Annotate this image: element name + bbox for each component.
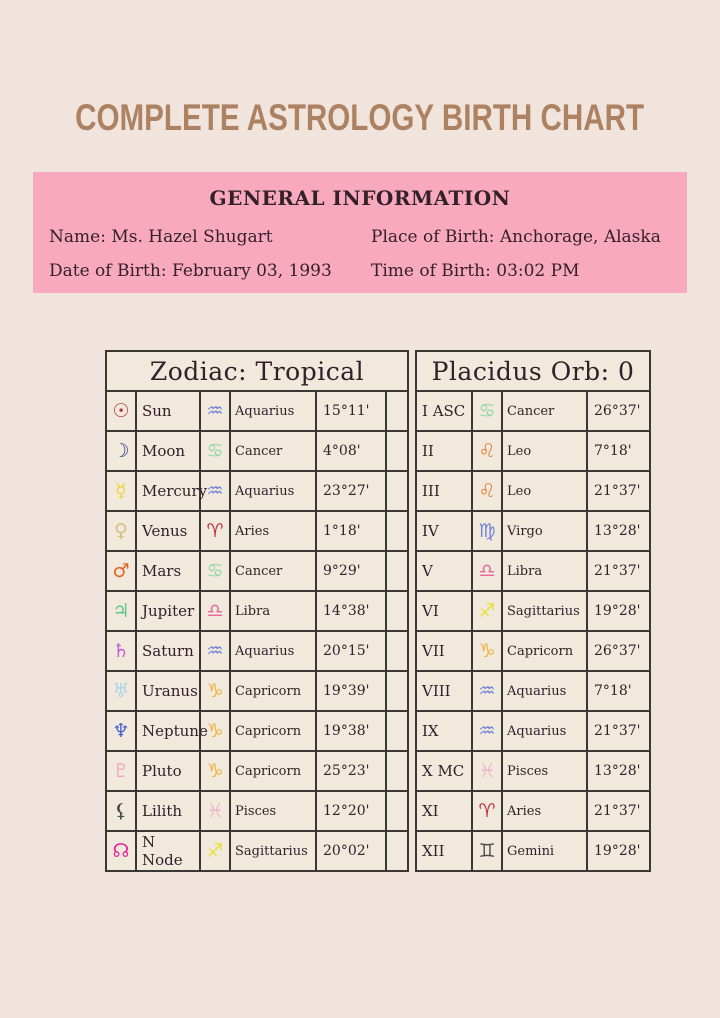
uranus-icon: ♅ bbox=[112, 679, 130, 702]
degrees-value: 15°11' bbox=[316, 391, 386, 431]
zodiac-table-row bbox=[106, 631, 408, 671]
house-label: X MC bbox=[416, 751, 472, 791]
planet-icon-cell bbox=[106, 591, 136, 631]
page-title: COMPLETE ASTROLOGY BIRTH CHART bbox=[75, 97, 645, 138]
spacer-cell bbox=[386, 831, 408, 871]
degrees-value: 21°37' bbox=[587, 471, 650, 511]
spacer-cell bbox=[386, 551, 408, 591]
houses-table-row bbox=[416, 831, 650, 871]
pluto-icon: ♇ bbox=[112, 759, 130, 782]
sign-name: Aries bbox=[230, 511, 316, 551]
virgo-icon: ♍ bbox=[478, 519, 496, 542]
planet-name: Neptune bbox=[136, 711, 200, 751]
sign-name: Aquarius bbox=[502, 671, 587, 711]
aquarius-icon: ♒ bbox=[206, 479, 224, 502]
houses-table-row bbox=[416, 791, 650, 831]
sign-icon-cell bbox=[200, 551, 230, 591]
spacer-cell bbox=[386, 631, 408, 671]
date-of-birth-field: Date of Birth: February 03, 1993 bbox=[49, 261, 332, 281]
planet-icon-cell bbox=[106, 551, 136, 591]
sign-name: Pisces bbox=[502, 751, 587, 791]
sign-name: Gemini bbox=[502, 831, 587, 871]
sign-icon-cell bbox=[472, 431, 502, 471]
sign-name: Capricorn bbox=[502, 631, 587, 671]
leo-icon: ♌ bbox=[478, 439, 496, 462]
planet-name: Mars bbox=[136, 551, 200, 591]
planet-icon-cell bbox=[106, 431, 136, 471]
mercury-icon: ☿ bbox=[115, 479, 127, 502]
aries-icon: ♈ bbox=[478, 799, 496, 822]
cancer-icon: ♋ bbox=[206, 439, 224, 462]
house-label: V bbox=[416, 551, 472, 591]
aquarius-icon: ♒ bbox=[478, 679, 496, 702]
houses-table-row bbox=[416, 551, 650, 591]
houses-table-row bbox=[416, 751, 650, 791]
planet-name: Saturn bbox=[136, 631, 200, 671]
jupiter-icon: ♃ bbox=[112, 599, 130, 622]
degrees-value: 25°23' bbox=[316, 751, 386, 791]
sign-name: Sagittarius bbox=[230, 831, 316, 871]
planet-icon-cell bbox=[106, 711, 136, 751]
planet-name: Lilith bbox=[136, 791, 200, 831]
house-label: II bbox=[416, 431, 472, 471]
degrees-value: 20°15' bbox=[316, 631, 386, 671]
sign-icon-cell bbox=[200, 631, 230, 671]
mars-icon: ♂ bbox=[112, 559, 130, 582]
sign-icon-cell bbox=[472, 791, 502, 831]
zodiac-table-row bbox=[106, 431, 408, 471]
planet-name: Jupiter bbox=[136, 591, 200, 631]
house-label: XII bbox=[416, 831, 472, 871]
zodiac-table-row bbox=[106, 671, 408, 711]
sign-icon-cell bbox=[472, 751, 502, 791]
sign-icon-cell bbox=[200, 671, 230, 711]
planet-name: Moon bbox=[136, 431, 200, 471]
degrees-value: 13°28' bbox=[587, 511, 650, 551]
degrees-value: 20°02' bbox=[316, 831, 386, 871]
cancer-icon: ♋ bbox=[206, 559, 224, 582]
zodiac-table-row bbox=[106, 831, 408, 871]
degrees-value: 9°29' bbox=[316, 551, 386, 591]
house-label: VI bbox=[416, 591, 472, 631]
sign-name: Cancer bbox=[502, 391, 587, 431]
spacer-cell bbox=[386, 591, 408, 631]
capricorn-icon: ♑ bbox=[206, 759, 224, 782]
sign-name: Aquarius bbox=[230, 391, 316, 431]
house-label: III bbox=[416, 471, 472, 511]
sun-icon: ☉ bbox=[112, 399, 130, 422]
sign-name: Cancer bbox=[230, 431, 316, 471]
sign-name: Libra bbox=[502, 551, 587, 591]
degrees-value: 4°08' bbox=[316, 431, 386, 471]
zodiac-table-row bbox=[106, 391, 408, 431]
sign-name: Aquarius bbox=[230, 471, 316, 511]
sign-icon-cell bbox=[200, 751, 230, 791]
planet-icon-cell bbox=[106, 471, 136, 511]
degrees-value: 26°37' bbox=[587, 631, 650, 671]
zodiac-table bbox=[105, 350, 409, 872]
sign-icon-cell bbox=[472, 471, 502, 511]
house-label: VIII bbox=[416, 671, 472, 711]
planet-icon-cell bbox=[106, 791, 136, 831]
degrees-value: 19°28' bbox=[587, 591, 650, 631]
houses-table-row bbox=[416, 631, 650, 671]
place-of-birth-field: Place of Birth: Anchorage, Alaska bbox=[371, 227, 661, 247]
houses-table-row bbox=[416, 471, 650, 511]
houses-table-row bbox=[416, 671, 650, 711]
planet-icon-cell bbox=[106, 631, 136, 671]
houses-table-row bbox=[416, 511, 650, 551]
sign-name: Pisces bbox=[230, 791, 316, 831]
house-label: VII bbox=[416, 631, 472, 671]
planet-name: N Node bbox=[136, 831, 200, 871]
general-info-fields bbox=[49, 227, 671, 281]
sign-icon-cell bbox=[472, 631, 502, 671]
sign-name: Aquarius bbox=[502, 711, 587, 751]
degrees-value: 19°39' bbox=[316, 671, 386, 711]
saturn-icon: ♄ bbox=[112, 639, 130, 662]
sign-name: Libra bbox=[230, 591, 316, 631]
planet-name: Venus bbox=[136, 511, 200, 551]
sign-icon-cell bbox=[200, 431, 230, 471]
degrees-value: 7°18' bbox=[587, 431, 650, 471]
house-label: IX bbox=[416, 711, 472, 751]
pisces-icon: ♓ bbox=[206, 799, 224, 822]
zodiac-table-row bbox=[106, 511, 408, 551]
sign-icon-cell bbox=[200, 391, 230, 431]
sign-icon-cell bbox=[472, 391, 502, 431]
lilith-icon: ⚸ bbox=[114, 799, 128, 822]
degrees-value: 21°37' bbox=[587, 551, 650, 591]
spacer-cell bbox=[386, 471, 408, 511]
cancer-icon: ♋ bbox=[478, 399, 496, 422]
sign-name: Cancer bbox=[230, 551, 316, 591]
house-label: I ASC bbox=[416, 391, 472, 431]
sign-icon-cell bbox=[200, 511, 230, 551]
planet-icon-cell bbox=[106, 751, 136, 791]
chart-tables bbox=[105, 350, 720, 872]
planet-name: Pluto bbox=[136, 751, 200, 791]
degrees-value: 21°37' bbox=[587, 791, 650, 831]
degrees-value: 14°38' bbox=[316, 591, 386, 631]
degrees-value: 1°18' bbox=[316, 511, 386, 551]
houses-table-header-row bbox=[416, 351, 650, 391]
planet-name: Mercury bbox=[136, 471, 200, 511]
degrees-value: 19°28' bbox=[587, 831, 650, 871]
sagittarius-icon: ♐ bbox=[206, 839, 224, 862]
spacer-cell bbox=[386, 711, 408, 751]
sign-icon-cell bbox=[472, 591, 502, 631]
planet-icon-cell bbox=[106, 671, 136, 711]
sign-icon-cell bbox=[472, 551, 502, 591]
planet-icon-cell bbox=[106, 391, 136, 431]
sign-name: Sagittarius bbox=[502, 591, 587, 631]
time-of-birth-field: Time of Birth: 03:02 PM bbox=[371, 261, 580, 281]
houses-table-row bbox=[416, 711, 650, 751]
zodiac-table-header-row bbox=[106, 351, 408, 391]
sign-name: Aquarius bbox=[230, 631, 316, 671]
degrees-value: 23°27' bbox=[316, 471, 386, 511]
degrees-value: 13°28' bbox=[587, 751, 650, 791]
sign-name: Leo bbox=[502, 431, 587, 471]
spacer-cell bbox=[386, 671, 408, 711]
venus-icon: ♀ bbox=[114, 519, 128, 542]
planet-icon-cell bbox=[106, 831, 136, 871]
degrees-value: 19°38' bbox=[316, 711, 386, 751]
aquarius-icon: ♒ bbox=[206, 639, 224, 662]
spacer-cell bbox=[386, 791, 408, 831]
zodiac-table-row bbox=[106, 471, 408, 511]
sign-icon-cell bbox=[472, 511, 502, 551]
general-info-box bbox=[33, 172, 687, 293]
libra-icon: ♎ bbox=[478, 559, 496, 582]
sign-name: Capricorn bbox=[230, 751, 316, 791]
sign-name: Virgo bbox=[502, 511, 587, 551]
gemini-icon: ♊ bbox=[478, 839, 496, 862]
spacer-cell bbox=[386, 391, 408, 431]
sign-name: Aries bbox=[502, 791, 587, 831]
sign-icon-cell bbox=[472, 711, 502, 751]
degrees-value: 12°20' bbox=[316, 791, 386, 831]
sign-icon-cell bbox=[472, 671, 502, 711]
leo-icon: ♌ bbox=[478, 479, 496, 502]
sign-icon-cell bbox=[200, 591, 230, 631]
sign-icon-cell bbox=[200, 791, 230, 831]
house-label: XI bbox=[416, 791, 472, 831]
houses-table-row bbox=[416, 391, 650, 431]
zodiac-table-row bbox=[106, 711, 408, 751]
aquarius-icon: ♒ bbox=[478, 719, 496, 742]
degrees-value: 21°37' bbox=[587, 711, 650, 751]
zodiac-table-row bbox=[106, 791, 408, 831]
house-label: IV bbox=[416, 511, 472, 551]
capricorn-icon: ♑ bbox=[206, 679, 224, 702]
planet-name: Sun bbox=[136, 391, 200, 431]
houses-table bbox=[415, 350, 651, 872]
north-node-icon: ☊ bbox=[112, 839, 130, 862]
zodiac-table-header: Zodiac: Tropical bbox=[106, 351, 408, 391]
capricorn-icon: ♑ bbox=[206, 719, 224, 742]
houses-table-header: Placidus Orb: 0 bbox=[416, 351, 650, 391]
spacer-cell bbox=[386, 751, 408, 791]
zodiac-table-row bbox=[106, 591, 408, 631]
sagittarius-icon: ♐ bbox=[478, 599, 496, 622]
sign-icon-cell bbox=[472, 831, 502, 871]
spacer-cell bbox=[386, 431, 408, 471]
planet-icon-cell bbox=[106, 511, 136, 551]
sign-name: Capricorn bbox=[230, 711, 316, 751]
planet-name: Uranus bbox=[136, 671, 200, 711]
neptune-icon: ♆ bbox=[112, 719, 130, 742]
houses-table-row bbox=[416, 591, 650, 631]
sign-name: Leo bbox=[502, 471, 587, 511]
aquarius-icon: ♒ bbox=[206, 399, 224, 422]
libra-icon: ♎ bbox=[206, 599, 224, 622]
capricorn-icon: ♑ bbox=[478, 639, 496, 662]
spacer-cell bbox=[386, 511, 408, 551]
pisces-icon: ♓ bbox=[478, 759, 496, 782]
degrees-value: 26°37' bbox=[587, 391, 650, 431]
general-info-heading: GENERAL INFORMATION bbox=[209, 186, 511, 210]
sign-name: Capricorn bbox=[230, 671, 316, 711]
sign-icon-cell bbox=[200, 831, 230, 871]
houses-table-row bbox=[416, 431, 650, 471]
zodiac-table-row bbox=[106, 751, 408, 791]
aries-icon: ♈ bbox=[206, 519, 224, 542]
name-field: Name: Ms. Hazel Shugart bbox=[49, 227, 273, 247]
moon-icon: ☽ bbox=[112, 439, 130, 462]
degrees-value: 7°18' bbox=[587, 671, 650, 711]
zodiac-table-row bbox=[106, 551, 408, 591]
